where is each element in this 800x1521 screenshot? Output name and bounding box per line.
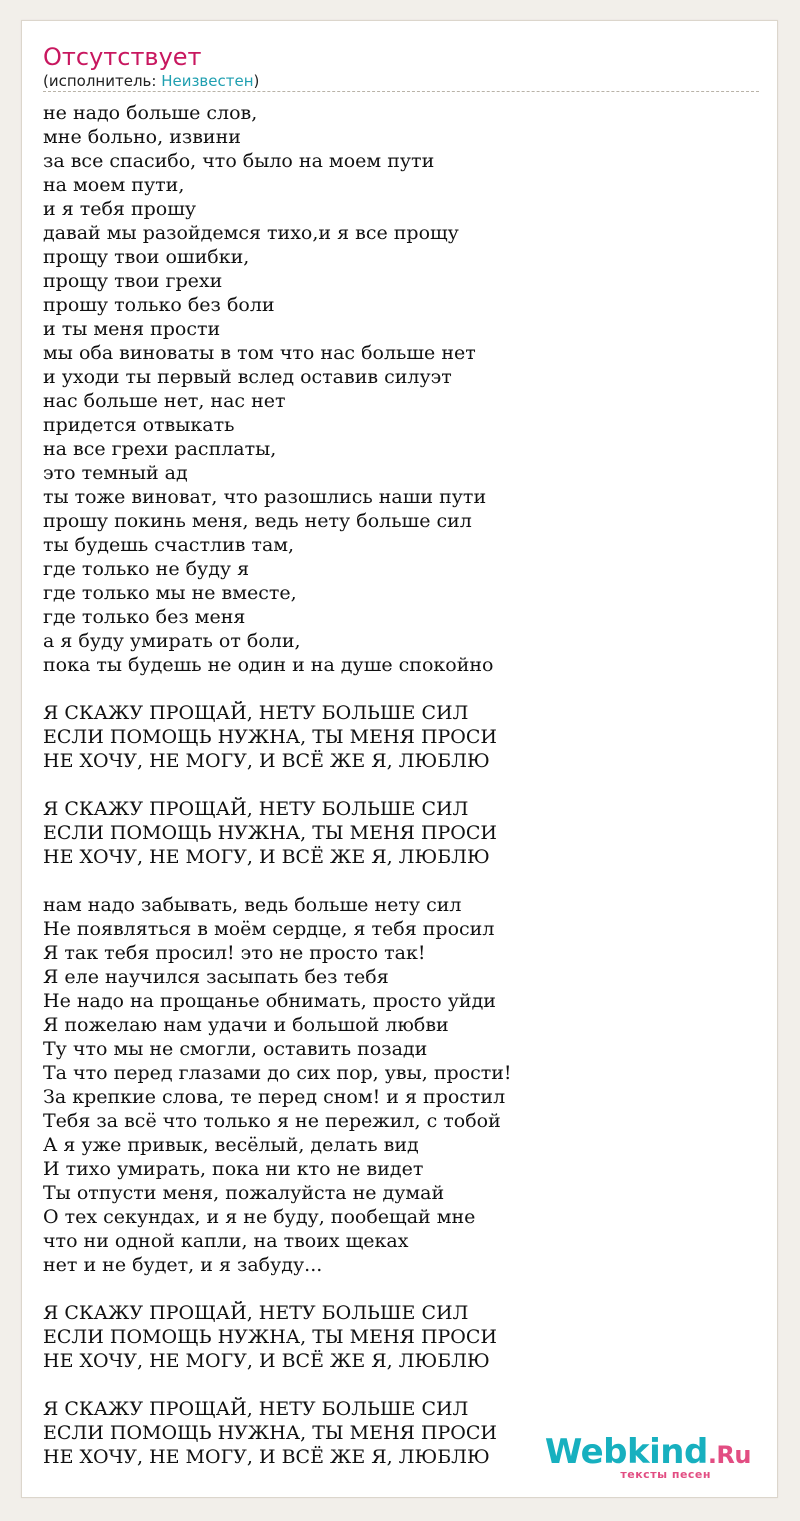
lyric-line: Я СКАЖУ ПРОЩАЙ, НЕТУ БОЛЬШЕ СИЛ [43, 1398, 469, 1420]
lyric-line: Я пожелаю нам удачи и большой любви [43, 1014, 449, 1036]
lyric-line: НЕ ХОЧУ, НЕ МОГУ, И ВСЁ ЖЕ Я, ЛЮБЛЮ [43, 750, 490, 772]
lyric-line: пока ты будешь не один и на душе спокойно [43, 654, 494, 676]
lyric-line: не надо больше слов, [43, 102, 258, 124]
lyric-line: ЕСЛИ ПОМОЩЬ НУЖНА, ТЫ МЕНЯ ПРОСИ [43, 1422, 497, 1444]
logo-main-text: Webkind [544, 1432, 708, 1472]
lyrics-stanza [43, 101, 512, 677]
lyric-line: Я СКАЖУ ПРОЩАЙ, НЕТУ БОЛЬШЕ СИЛ [43, 702, 469, 724]
lyric-line: Не надо на прощанье обнимать, просто уйди [43, 990, 496, 1012]
lyric-line: где только не буду я [43, 558, 250, 580]
lyrics-text [43, 101, 512, 1469]
lyric-line: Не появляться в моём сердце, я тебя просил [43, 918, 495, 940]
logo-subtitle: тексты песен [620, 1468, 711, 1481]
lyric-line: это темный ад [43, 462, 188, 484]
lyric-line: где только мы не вместе, [43, 582, 297, 604]
lyric-line: НЕ ХОЧУ, НЕ МОГУ, И ВСЁ ЖЕ Я, ЛЮБЛЮ [43, 1446, 490, 1468]
lyric-line: мы оба виноваты в том что нас больше нет [43, 342, 476, 364]
lyric-line: Я так тебя просил! это не просто так! [43, 942, 426, 964]
lyric-line: Тебя за всё что только я не пережил, с тобой [43, 1110, 501, 1132]
lyric-line: А я уже привык, весёлый, делать вид [43, 1134, 419, 1156]
lyric-line: Я СКАЖУ ПРОЩАЙ, НЕТУ БОЛЬШЕ СИЛ [43, 798, 469, 820]
lyric-line: Ты отпусти меня, пожалуйста не думай [43, 1182, 445, 1204]
artist-suffix: ) [253, 72, 260, 90]
lyric-line: прошу покинь меня, ведь нету больше сил [43, 510, 472, 532]
logo-suffix: .Ru [707, 1441, 751, 1469]
lyrics-stanza [43, 701, 512, 773]
lyric-line: на моем пути, [43, 174, 185, 196]
lyric-line: прощу твои грехи [43, 270, 223, 292]
lyric-line: и уходи ты первый вслед оставив силуэт [43, 366, 452, 388]
lyric-line: что ни одной капли, на твоих щеках [43, 1230, 409, 1252]
lyric-line: за все спасибо, что было на моем пути [43, 150, 435, 172]
lyric-line: и ты меня прости [43, 318, 221, 340]
lyric-line: За крепкие слова, те перед сном! и я простил [43, 1086, 506, 1108]
lyric-line: придется отвыкать [43, 414, 235, 436]
artist-prefix: (исполнитель: [43, 72, 162, 90]
lyric-line: мне больно, извини [43, 126, 241, 148]
lyric-line: Я СКАЖУ ПРОЩАЙ, НЕТУ БОЛЬШЕ СИЛ [43, 1302, 469, 1324]
lyric-line: И тихо умирать, пока ни кто не видет [43, 1158, 424, 1180]
artist-link[interactable]: Неизвестен [161, 72, 254, 90]
lyric-line: на все грехи расплаты, [43, 438, 277, 460]
lyric-line: Я еле научился засыпать без тебя [43, 966, 389, 988]
lyric-line: а я буду умирать от боли, [43, 630, 301, 652]
lyric-line: ЕСЛИ ПОМОЩЬ НУЖНА, ТЫ МЕНЯ ПРОСИ [43, 726, 497, 748]
lyrics-stanza [43, 1301, 512, 1373]
lyric-line: ты будешь счастлив там, [43, 534, 295, 556]
lyric-line: давай мы разойдемся тихо,и я все прощу [43, 222, 459, 244]
lyric-line: нам надо забывать, ведь больше нету сил [43, 894, 462, 916]
lyric-line: где только без меня [43, 606, 246, 628]
logo-wordmark [544, 1432, 751, 1472]
lyrics-stanza [43, 797, 512, 869]
lyric-line: и я тебя прошу [43, 198, 197, 220]
lyric-line: ЕСЛИ ПОМОЩЬ НУЖНА, ТЫ МЕНЯ ПРОСИ [43, 822, 497, 844]
lyric-line: ЕСЛИ ПОМОЩЬ НУЖНА, ТЫ МЕНЯ ПРОСИ [43, 1326, 497, 1348]
lyric-line: нас больше нет, нас нет [43, 390, 286, 412]
song-title: Отсутствует [43, 43, 202, 71]
lyrics-card [21, 20, 778, 1498]
lyric-line: НЕ ХОЧУ, НЕ МОГУ, И ВСЁ ЖЕ Я, ЛЮБЛЮ [43, 846, 490, 868]
lyrics-stanza [43, 1397, 512, 1469]
lyric-line: Та что перед глазами до сих пор, увы, прости! [43, 1062, 512, 1084]
lyric-line: нет и не будет, и я забуду... [43, 1254, 323, 1276]
artist-line [43, 71, 259, 91]
lyric-line: НЕ ХОЧУ, НЕ МОГУ, И ВСЁ ЖЕ Я, ЛЮБЛЮ [43, 1350, 490, 1372]
lyric-line: прощу твои ошибки, [43, 246, 250, 268]
lyrics-stanza [43, 893, 512, 1277]
title-divider [43, 91, 759, 92]
lyric-line: Ту что мы не смогли, оставить позади [43, 1038, 428, 1060]
lyric-line: О тех секундах, и я не буду, пообещай мне [43, 1206, 476, 1228]
lyric-line: ты тоже виноват, что разошлись наши пути [43, 486, 487, 508]
webkind-logo[interactable] [544, 1432, 751, 1481]
lyric-line: прошу только без боли [43, 294, 275, 316]
